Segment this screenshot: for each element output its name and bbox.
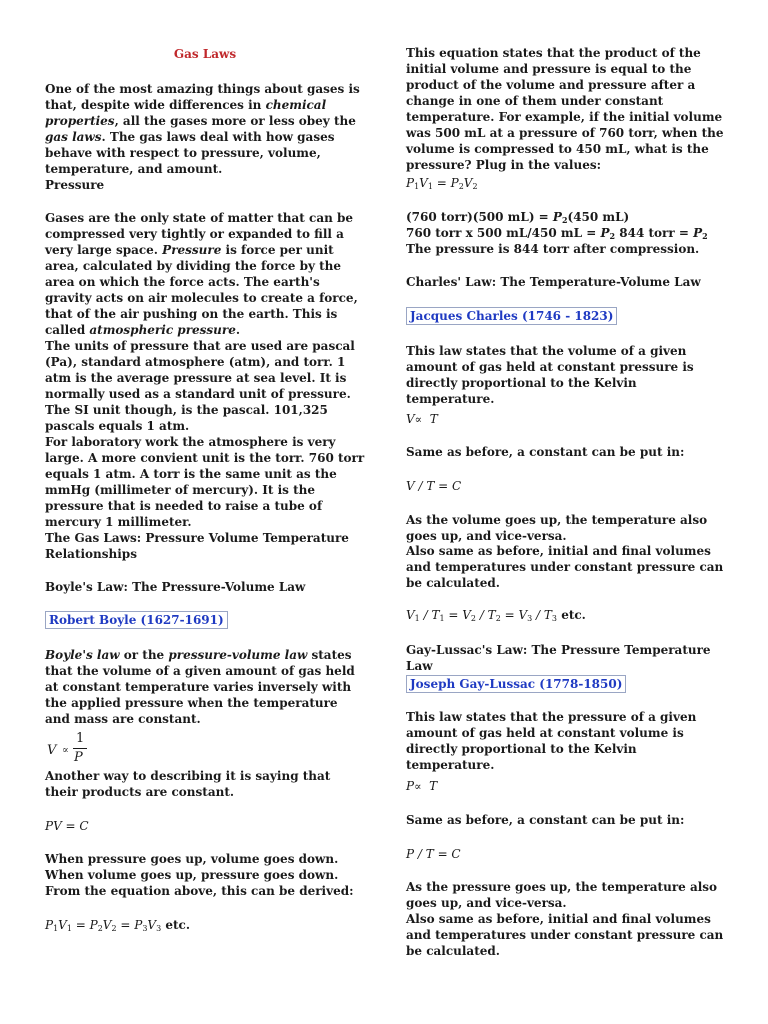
pressure-definition: Gases are the only state of matter that can be compressed very tightly or expanded to fill a very large space. Pressure is force per unit area, calculated by dividing the force by the area on which the force acts. The earth's gravity acts on air molecules to create a force, that of the air pushing on the earth. This is called atmospheric pressure. — [45, 211, 358, 337]
equation-explanation: This equation states that the product of the initial volume and pressure is equal to the product of the volume and pressure after a change in one of them under constant temperature. For example, if the initial volume was 500 mL at a pressure of 760 torr, when the volume is compressed to 450 mL, what is the pressure? Plug in the values: — [406, 46, 724, 172]
boyle-definition: Boyle's law or the pressure-volume law states that the volume of a given amount of gas held at constant temperature varies inversely with the applied pressure when the temperature and mass are constant. — [45, 648, 355, 726]
gay-lussac-relationship: As the pressure goes up, the temperature also goes up, and vice-versa. — [406, 880, 718, 910]
boyle-link-row — [45, 611, 365, 629]
charles-general-equation: $V_1 / T_1 = V_2 / T_2 = V_3 / T_3$ etc. — [406, 608, 586, 623]
intro-paragraph: One of the most amazing things about gases is that, despite wide differences in chemical properties, all the gases more or less obey the gas laws. The gas laws deal with how gases behave with respect to pressure, volume, temperature, and amount. — [45, 82, 360, 176]
gay-lussac-equation: P / T = C — [406, 847, 461, 861]
pressure-units-paragraph: The units of pressure that are used are pascal (Pa), standard atmosphere (atm), and torr. 1 atm is the average pressure at sea level. It is normally used as a standard unit of pressure. The SI unit though, is the pascal. 101,325 pascals equals 1 atm. — [45, 339, 355, 433]
charles-equation: V / T = C — [406, 479, 462, 493]
charles-proportionality: V∝ T — [406, 412, 438, 426]
calculation-line-2: 760 torr x 500 mL/450 mL = $P_2$ 844 torr = $P_2$ — [406, 226, 708, 241]
gay-lussac-link-row — [406, 675, 726, 693]
gay-lussac-link[interactable]: Joseph Gay-Lussac (1778-1850) — [406, 675, 626, 693]
laboratory-paragraph: For laboratory work the atmosphere is very large. A more convient unit is the torr. 760 torr equals 1 atm. A torr is the same unit as the mmHg (millimeter of mercury). It is the pressure that is needed to raise a tube of mercury 1 millimeter. — [45, 435, 365, 529]
calculation-result: The pressure is 844 torr after compression. — [406, 242, 700, 256]
charles-link-row — [406, 307, 726, 325]
relationships-heading: The Gas Laws: Pressure Volume Temperature Relationships — [45, 531, 349, 561]
boyle-inverse-formula: V ∝ 1 P — [45, 731, 365, 771]
products-paragraph: Another way to describing it is saying that their products are constant. — [45, 769, 331, 799]
left-column — [45, 0, 365, 933]
calculation-line-1: (760 torr)(500 $mL) = P_2(450$ mL) — [406, 210, 630, 225]
charles-heading: Charles' Law: The Temperature-Volume Law — [406, 275, 701, 289]
charles-relationship: As the volume goes up, the temperature also goes up, and vice-versa. — [406, 513, 708, 543]
boyle-link[interactable]: Robert Boyle (1627-1691) — [45, 611, 228, 629]
charles-calculation-note: Also same as before, initial and final volumes and temperatures under constant pressure can be calculated. — [406, 544, 724, 590]
page-title: Gas Laws — [173, 47, 237, 61]
boyle-equation-two-state: $P_1V_1 = P_2V_2$ — [406, 176, 478, 191]
gay-lussac-constant-note: Same as before, a constant can be put in: — [406, 813, 685, 827]
charles-constant-note: Same as before, a constant can be put in: — [406, 445, 685, 459]
gay-lussac-calculation-note: Also same as before, initial and final volumes and temperatures under constant pressure can be calculated. — [406, 912, 724, 958]
gay-lussac-heading: Gay-Lussac's Law: The Pressure Temperature Law — [406, 643, 711, 673]
gay-lussac-proportionality: P∝ T — [406, 779, 438, 793]
pressure-volume-relationship: When pressure goes up, volume goes down. When volume goes up, pressure goes down. — [45, 852, 339, 882]
boyle-heading: Boyle's Law: The Pressure-Volume Law — [45, 580, 306, 594]
gay-lussac-definition: This law states that the pressure of a given amount of gas held at constant volume is directly proportional to the Kelvin temperature. — [406, 710, 697, 772]
pv-equation: PV = C — [45, 819, 89, 833]
derived-paragraph: From the equation above, this can be derived: — [45, 884, 354, 898]
pressure-heading: Pressure — [45, 178, 105, 192]
charles-definition: This law states that the volume of a given amount of gas held at constant pressure is directly proportional to the Kelvin temperature. — [406, 344, 694, 406]
charles-link[interactable]: Jacques Charles (1746 - 1823) — [406, 307, 617, 325]
boyle-general-equation: $P_1V_1 = P_2V_2 = P_3V_3$ etc. — [45, 918, 191, 933]
